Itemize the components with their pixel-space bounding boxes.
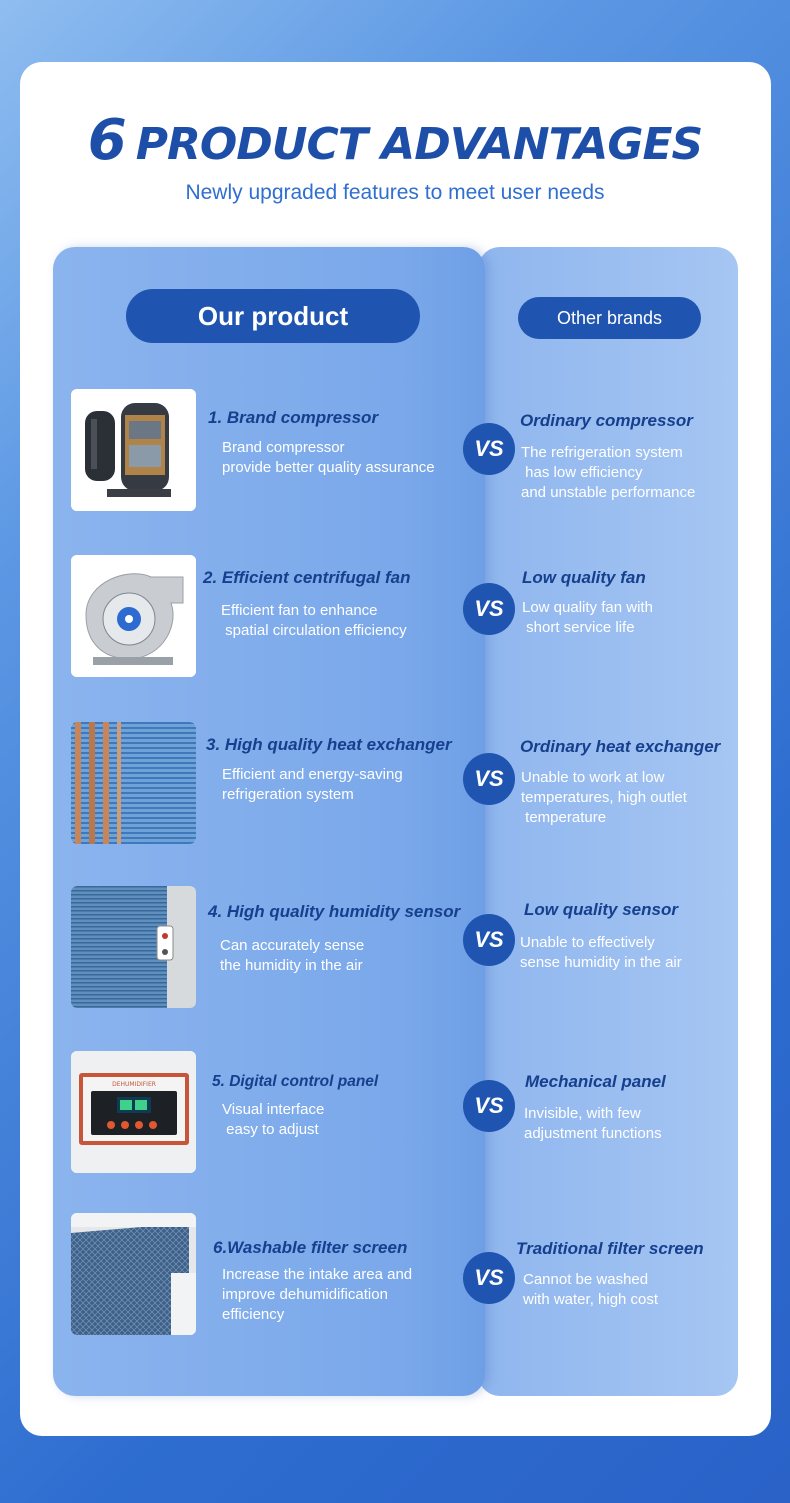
other-feature-title: Ordinary compressor	[520, 411, 693, 430]
our-feature-title: 2. Efficient centrifugal fan	[203, 568, 411, 587]
title-number: 6	[87, 108, 126, 173]
other-feature-desc: Cannot be washed with water, high cost	[523, 1271, 659, 1308]
title-text: PRODUCT ADVANTAGES	[135, 119, 703, 170]
page-title	[0, 108, 790, 173]
other-feature-title: Low quality sensor	[524, 900, 678, 919]
centrifugal-fan-photo	[71, 555, 196, 677]
our-feature-title: 6.Washable filter screen	[213, 1238, 408, 1257]
other-feature-desc: Unable to effectively sense humidity in the air	[520, 934, 682, 971]
compressor-photo	[71, 389, 196, 511]
control-panel-photo	[71, 1051, 196, 1173]
other-brands-badge: Other brands	[518, 297, 701, 339]
vs-badge: VS	[463, 583, 515, 635]
other-feature-desc: Low quality fan with short service life	[522, 599, 653, 636]
our-feature-desc: Brand compressor provide better quality assurance	[222, 439, 435, 476]
our-feature-title: 4. High quality humidity sensor	[208, 902, 461, 921]
our-product-badge: Our product	[126, 289, 420, 343]
panel-brand-label: DEHUMIDIFIER	[112, 1081, 156, 1088]
other-feature-desc: Invisible, with few adjustment functions	[524, 1105, 662, 1142]
our-feature-desc: Can accurately sense the humidity in the air	[220, 937, 365, 974]
filter-screen-photo	[71, 1213, 196, 1335]
other-feature-title: Low quality fan	[522, 568, 646, 587]
our-feature-desc: Visual interface easy to adjust	[222, 1101, 325, 1138]
heat-exchanger-photo	[71, 722, 196, 844]
other-feature-title: Mechanical panel	[525, 1072, 666, 1091]
other-feature-title: Ordinary heat exchanger	[520, 737, 721, 756]
page-subtitle: Newly upgraded features to meet user needs	[185, 181, 605, 204]
our-feature-title: 1. Brand compressor	[208, 408, 379, 427]
other-feature-desc: The refrigeration system has low efficiency and unstable performance	[521, 444, 696, 501]
our-feature-desc: Efficient and energy-saving refrigeration system	[222, 766, 403, 803]
other-feature-desc: Unable to work at low temperatures, high outlet temperature	[521, 769, 687, 826]
vs-badge: VS	[463, 753, 515, 805]
vs-badge: VS	[463, 1252, 515, 1304]
vs-badge: VS	[463, 1080, 515, 1132]
our-feature-title: 5. Digital control panel	[212, 1073, 379, 1090]
our-feature-desc: Increase the intake area and improve dehumidification efficiency	[222, 1266, 413, 1323]
our-feature-title: 3. High quality heat exchanger	[206, 735, 452, 754]
other-feature-title: Traditional filter screen	[516, 1239, 704, 1258]
vs-badge: VS	[463, 423, 515, 475]
humidity-sensor-photo	[71, 886, 196, 1008]
our-feature-desc: Efficient fan to enhance spatial circulation efficiency	[221, 602, 407, 639]
vs-badge: VS	[463, 914, 515, 966]
